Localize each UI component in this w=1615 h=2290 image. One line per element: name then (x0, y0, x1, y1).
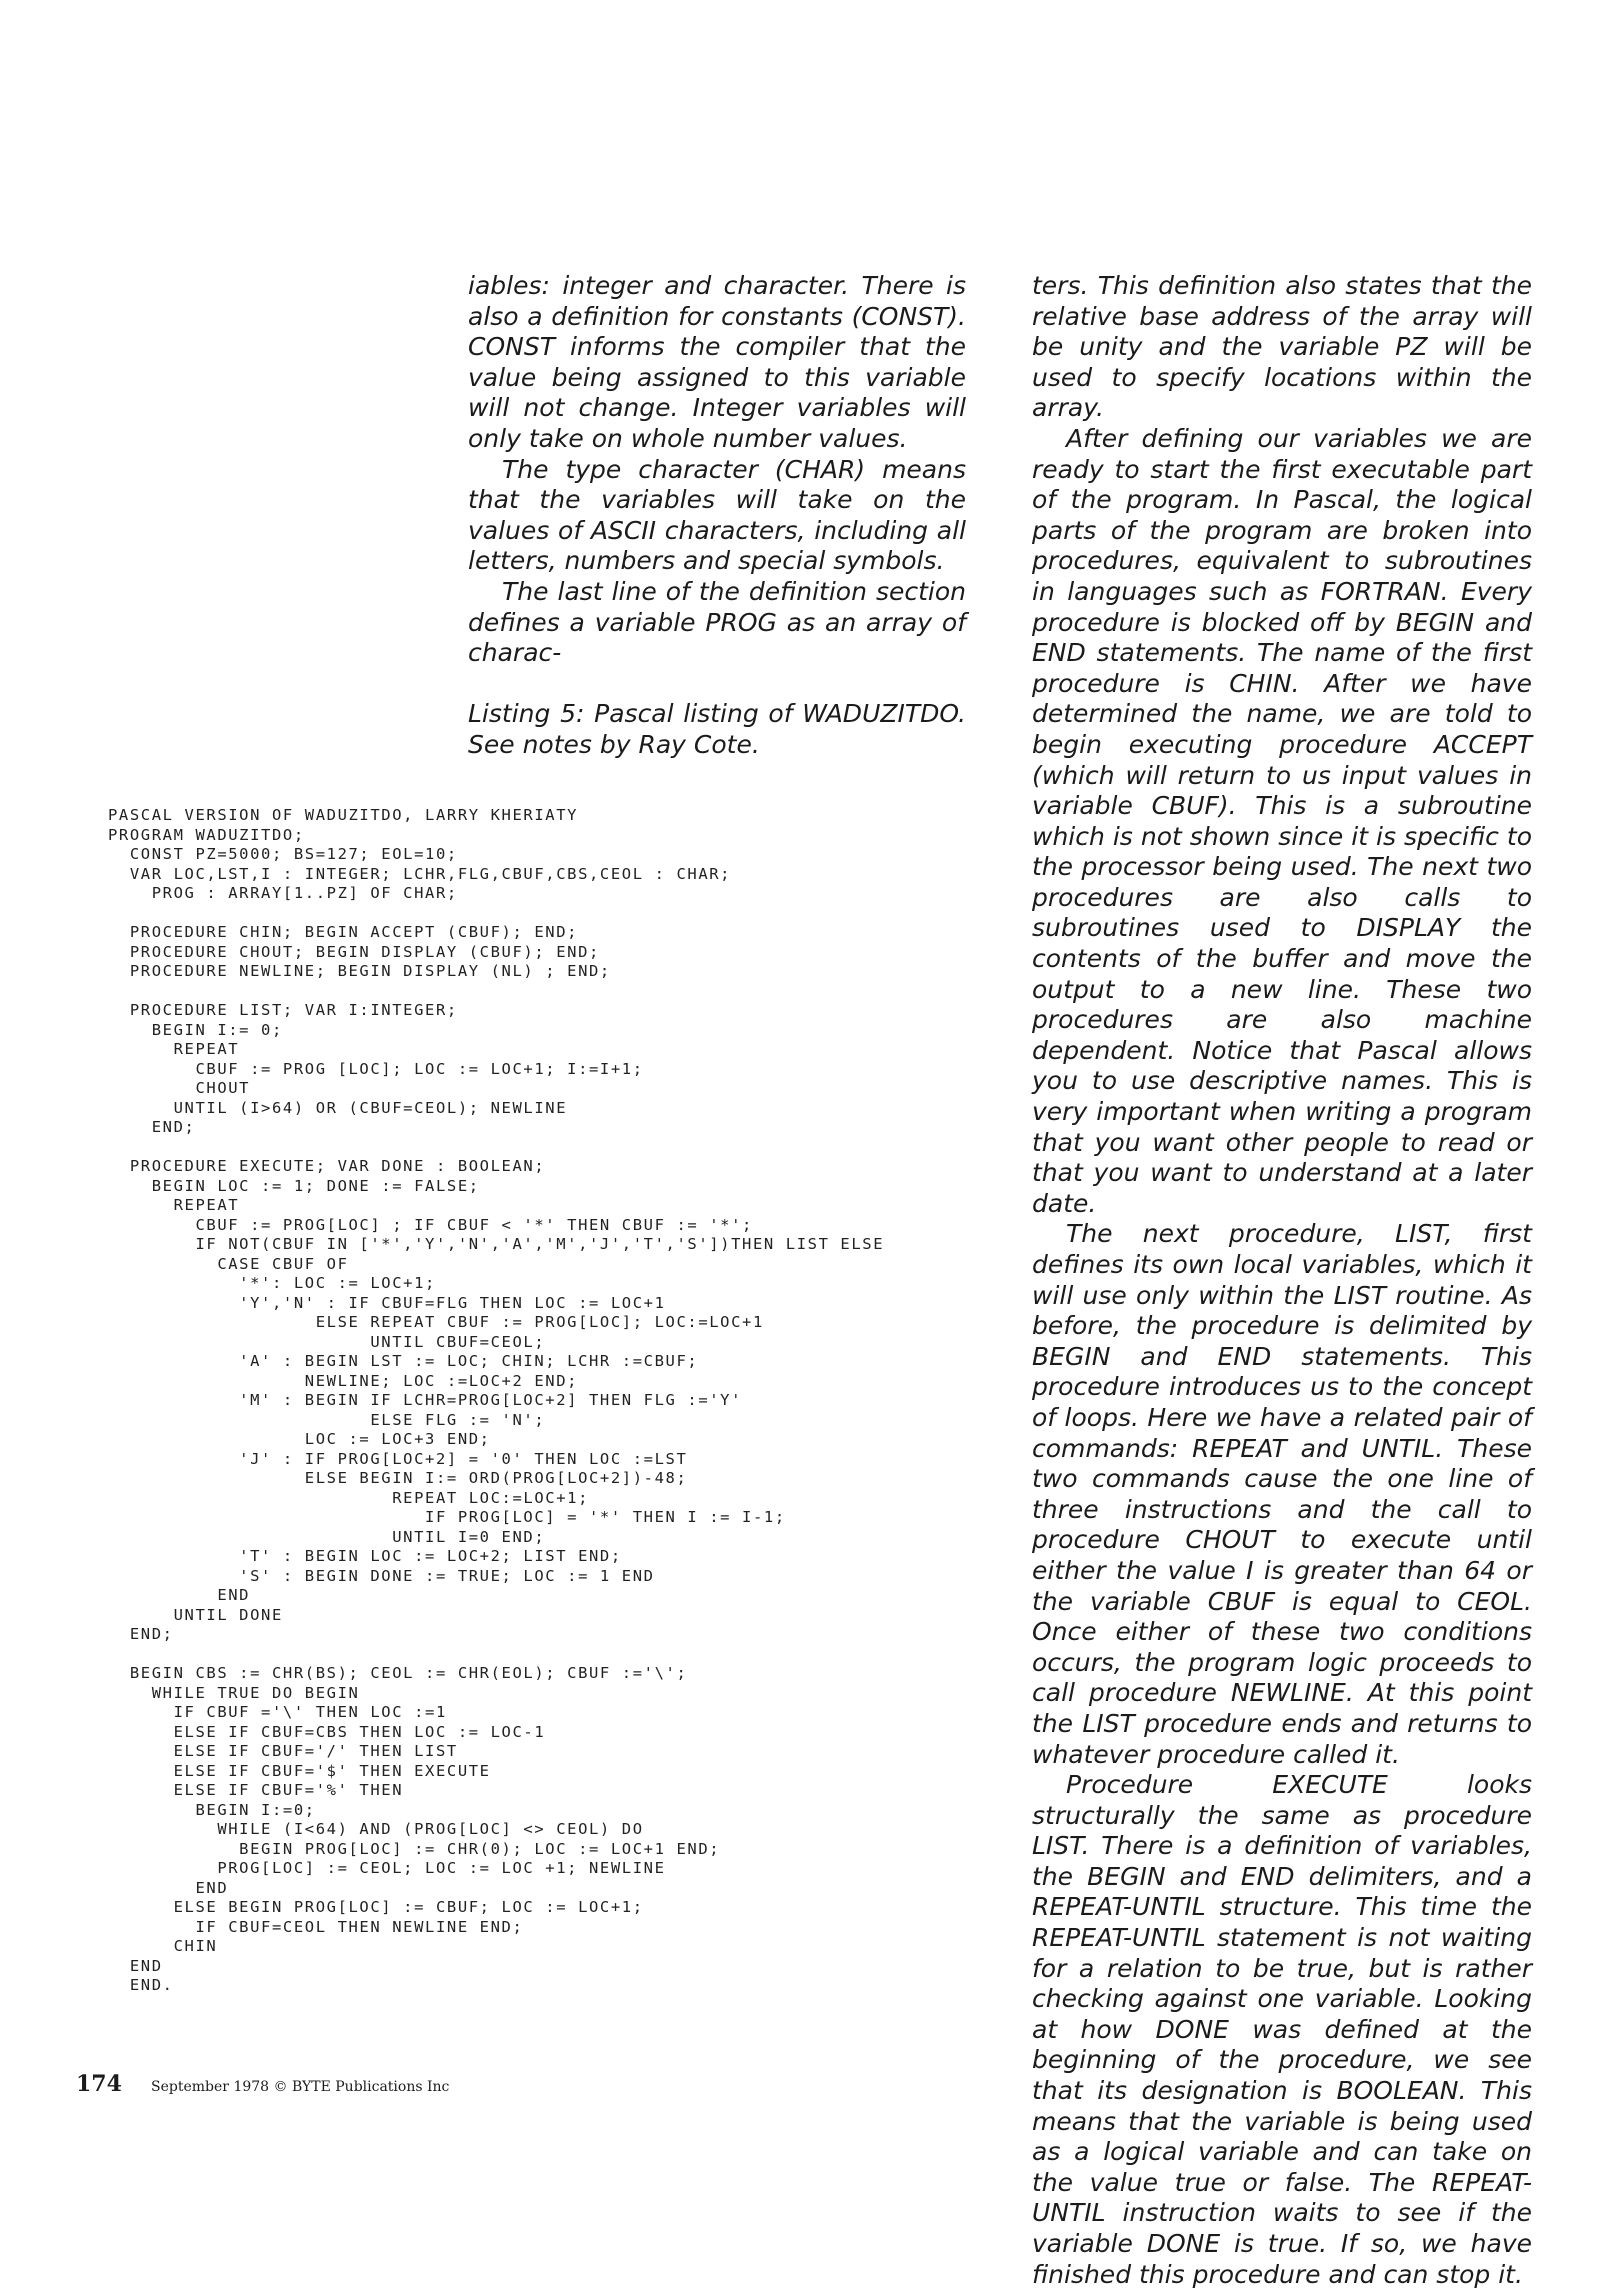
code-line: 'T' : BEGIN LOC := LOC+2; LIST END; (108, 1547, 622, 1565)
code-line: REPEAT (108, 1196, 240, 1214)
footer-credit: September 1978 © BYTE Publications Inc (151, 2079, 450, 2095)
code-line: PASCAL VERSION OF WADUZITDO, LARRY KHERIATY (108, 806, 579, 824)
code-line: PROG : ARRAY[1..PZ] OF CHAR; (108, 884, 458, 902)
code-line: 'A' : BEGIN LST := LOC; CHIN; LCHR :=CBUF; (108, 1352, 699, 1370)
code-line: ELSE REPEAT CBUF := PROG[LOC]; LOC:=LOC+1 (108, 1313, 764, 1331)
page-footer (76, 2071, 449, 2097)
listing-caption: Listing 5: Pascal listing of WADUZITDO. See notes by Ray Cote. (468, 699, 966, 759)
code-line: UNTIL (I>64) OR (CBUF=CEOL); NEWLINE (108, 1098, 568, 1117)
code-line: VAR LOC,LST,I : INTEGER; LCHR,FLG,CBUF,CBS,CEOL : CHAR; (108, 864, 732, 883)
code-line: ELSE BEGIN PROG[LOC] := CBUF; LOC := LOC+1; (108, 1898, 644, 1916)
code-line: PROCEDURE CHIN; BEGIN ACCEPT (CBUF); END; (108, 923, 579, 941)
code-line: IF PROG[LOC] = '*' THEN I := I-1; (108, 1508, 786, 1526)
code-line: PROG[LOC] := CEOL; LOC := LOC +1; NEWLINE (108, 1859, 666, 1877)
code-line: 'Y','N' : IF CBUF=FLG THEN LOC := LOC+1 (108, 1293, 666, 1312)
code-line: 'S' : BEGIN DONE := TRUE; LOC := 1 END (108, 1566, 655, 1585)
code-line: CHOUT (108, 1079, 251, 1097)
code-line: 'M' : BEGIN IF LCHR=PROG[LOC+2] THEN FLG :='Y' (108, 1391, 743, 1409)
code-line: IF CBUF=CEOL THEN NEWLINE END; (108, 1917, 524, 1936)
code-line: ELSE IF CBUF='%' THEN (108, 1781, 404, 1799)
right-paragraph-4: Procedure EXECUTE looks structurally the same as procedure LIST. There is a definition of variables, the BEGIN and END delimiters, and a REPEAT-UNTIL structure. This time the REPEAT-UNTIL statement is not waiting for a relation to be true, but is rather checking against one variable. Looking at how DONE was defined at the beginning of the procedure, we see that its designation is BOOLEAN. This means that the variable is being used as a logical variable and can take on the value true or false. The REPEAT-UNTIL instruction waits to see if the variable DONE is true. If so, we have finished this procedure and can stop it. (1032, 1770, 1532, 2289)
code-line: ELSE IF CBUF='/' THEN LIST (108, 1742, 458, 1760)
code-line: ELSE IF CBUF=CBS THEN LOC := LOC-1 (108, 1722, 546, 1741)
code-line: PROCEDURE NEWLINE; BEGIN DISPLAY (NL) ; END; (108, 962, 611, 980)
middle-paragraph-2: The type character (CHAR) means that the variables will take on the values of ASCII characters, including all letters, numbers and special symbols. (468, 454, 966, 576)
code-line: CONST PZ=5000; BS=127; EOL=10; (108, 845, 458, 863)
code-line: UNTIL CBUF=CEOL; (108, 1332, 546, 1351)
pascal-code-listing (108, 806, 884, 1996)
code-line: END; (108, 1118, 196, 1136)
code-line: BEGIN CBS := CHR(BS); CEOL := CHR(EOL); CBUF :='\'; (108, 1664, 688, 1682)
code-line: CBUF := PROG[LOC] ; IF CBUF < '*' THEN CBUF := '*'; (108, 1215, 753, 1234)
page-number: 174 (76, 2071, 122, 2097)
code-line: PROGRAM WADUZITDO; (108, 825, 305, 844)
code-line: IF NOT(CBUF IN ['*','Y','N','A','M','J','T','S'])THEN LIST ELSE (108, 1235, 885, 1253)
code-line: END (108, 1878, 229, 1897)
code-line: END (108, 1956, 163, 1975)
code-line: PROCEDURE CHOUT; BEGIN DISPLAY (CBUF); END; (108, 942, 600, 961)
code-line: REPEAT LOC:=LOC+1; (108, 1488, 589, 1507)
code-line: ELSE IF CBUF='$' THEN EXECUTE (108, 1761, 491, 1780)
code-line: REPEAT (108, 1040, 240, 1058)
right-column (1032, 271, 1532, 2290)
code-line: ELSE BEGIN I:= ORD(PROG[LOC+2])-48; (108, 1469, 688, 1487)
middle-column (468, 271, 966, 669)
code-line: IF CBUF ='\' THEN LOC :=1 (108, 1703, 447, 1721)
code-line: LOC := LOC+3 END; (108, 1430, 491, 1448)
code-line: ELSE FLG := 'N'; (108, 1410, 546, 1429)
middle-paragraph-1: iables: integer and character. There is also a definition for constants (CONST). CONST informs the compiler that the value being assigned to this variable will not change. Integer variables will only take on whole number values. (468, 271, 966, 453)
code-line: CASE CBUF OF (108, 1254, 349, 1273)
code-line: BEGIN I:= 0; (108, 1020, 283, 1039)
code-line: END; (108, 1625, 174, 1643)
code-line: NEWLINE; LOC :=LOC+2 END; (108, 1371, 579, 1390)
code-line: BEGIN I:=0; (108, 1800, 316, 1819)
code-line: CHIN (108, 1937, 218, 1955)
code-line: BEGIN PROG[LOC] := CHR(0); LOC := LOC+1 END; (108, 1839, 721, 1858)
code-line: UNTIL I=0 END; (108, 1527, 546, 1546)
middle-paragraph-3: The last line of the definition section defines a variable PROG as an array of charac- (468, 576, 966, 668)
code-line: BEGIN LOC := 1; DONE := FALSE; (108, 1176, 480, 1195)
right-paragraph-2: After defining our variables we are ready to start the first executable part of the program. In Pascal, the logical parts of the program are broken into procedures, equivalent to subroutines in languages such as FORTRAN. Every procedure is blocked off by BEGIN and END statements. The name of the first procedure is CHIN. After we have determined the name, we are told to begin executing procedure ACCEPT (which will return to us input values in variable CBUF). This is a subroutine which is not shown since it is specific to the processor being used. The next two procedures are also calls to subroutines used to DISPLAY the contents of the buffer and move the output to a new line. These two procedures are also machine dependent. Notice that Pascal allows you to use descriptive names. This is very important when writing a program that you want other people to read or that you want to understand at a later date. (1032, 423, 1532, 1218)
code-line: CBUF := PROG [LOC]; LOC := LOC+1; I:=I+1; (108, 1059, 644, 1078)
code-line: END. (108, 1976, 174, 1994)
right-paragraph-1: ters. This definition also states that the relative base address of the array will be unity and the variable PZ will be used to specify locations within the array. (1032, 271, 1532, 423)
code-line: UNTIL DONE (108, 1605, 283, 1624)
code-line: WHILE TRUE DO BEGIN (108, 1683, 360, 1702)
code-line: PROCEDURE LIST; VAR I:INTEGER; (108, 1001, 458, 1019)
code-line: END (108, 1586, 251, 1604)
right-paragraph-3: The next procedure, LIST, first defines its own local variables, which it will use only within the LIST routine. As before, the procedure is delimited by BEGIN and END statements. This procedure introduces us to the concept of loops. Here we have a related pair of commands: REPEAT and UNTIL. These two commands cause the one line of three instructions and the call to procedure CHOUT to execute until either the value I is greater than 64 or the variable CBUF is equal to CEOL. Once either of these two conditions occurs, the program logic proceeds to call procedure NEWLINE. At this point the LIST procedure ends and returns to whatever procedure called it. (1032, 1219, 1532, 1769)
code-line: 'J' : IF PROG[LOC+2] = '0' THEN LOC :=LST (108, 1449, 688, 1468)
code-line: PROCEDURE EXECUTE; VAR DONE : BOOLEAN; (108, 1157, 546, 1175)
code-line: WHILE (I<64) AND (PROG[LOC] <> CEOL) DO (108, 1820, 644, 1838)
code-line: '*': LOC := LOC+1; (108, 1274, 436, 1292)
